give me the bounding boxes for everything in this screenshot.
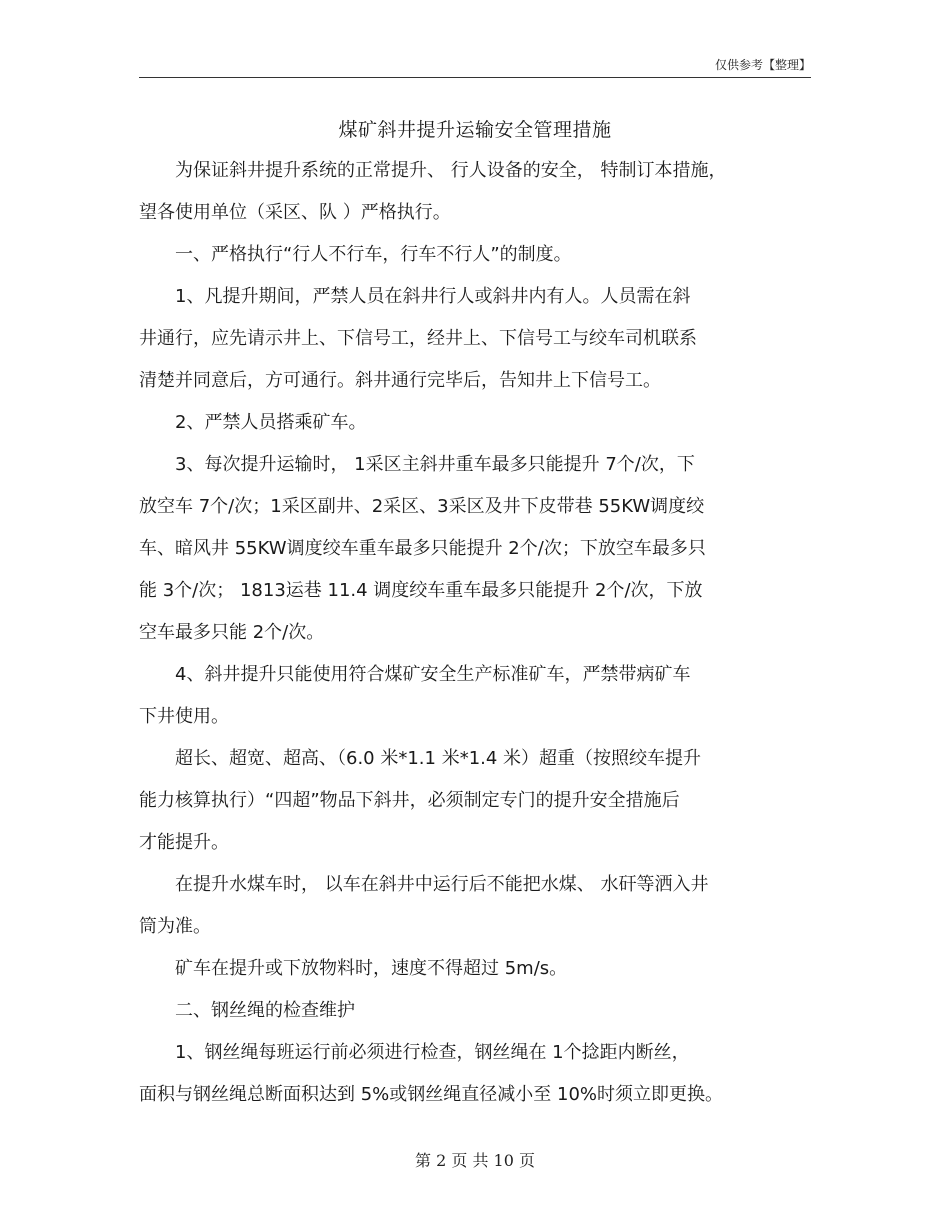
body-line: 空车最多只能 2个/次。 (139, 622, 325, 643)
body-line: 下井使用。 (139, 706, 229, 727)
body-line: 面积与钢丝绳总断面积达到 5%或钢丝绳直径减小至 10%时须立即更换。 (139, 1084, 724, 1105)
page-number: 第 2 页 共 10 页 (415, 1151, 535, 1170)
body-line: 1、凡提升期间，严禁人员在斜井行人或斜井内有人。人员需在斜 (175, 286, 691, 307)
body-line: 望各使用单位（采区、队 ）严格执行。 (139, 202, 451, 223)
body-text (139, 150, 811, 1116)
body-line: 4、斜井提升只能使用符合煤矿安全生产标准矿车，严禁带病矿车 (175, 664, 691, 685)
body-line: 超长、超宽、超高、（6.0 米*1.1 米*1.4 米）超重（按照绞车提升 (175, 748, 702, 769)
document-title: 煤矿斜井提升运输安全管理措施 (338, 119, 612, 141)
body-line: 二、钢丝绳的检查维护 (175, 1000, 355, 1021)
body-line: 筒为准。 (139, 916, 211, 937)
body-line: 一、严格执行“行人不行车，行车不行人”的制度。 (175, 244, 572, 265)
body-line: 2、严禁人员搭乘矿车。 (175, 412, 367, 433)
body-line: 能力核算执行）“四超”物品下斜井，必须制定专门的提升安全措施后 (139, 790, 680, 811)
header-note: 仅供参考【整理】 (714, 58, 811, 72)
body-line: 放空车 7个/次；1采区副井、2采区、3采区及井下皮带巷 55KW调度绞 (139, 496, 705, 517)
body-line: 3、每次提升运输时， 1采区主斜井重车最多只能提升 7个/次，下 (175, 454, 695, 475)
body-line: 才能提升。 (139, 832, 229, 853)
body-line: 能 3个/次； 1813运巷 11.4 调度绞车重车最多只能提升 2个/次，下放 (139, 580, 703, 601)
body-line: 清楚并同意后，方可通行。斜井通行完毕后，告知井上下信号工。 (139, 370, 661, 391)
header-divider (139, 77, 811, 78)
body-line: 在提升水煤车时， 以车在斜井中运行后不能把水煤、 水矸等洒入井 (175, 874, 709, 895)
body-line: 1、钢丝绳每班运行前必须进行检查，钢丝绳在 1个捻距内断丝， (175, 1042, 690, 1063)
body-line: 井通行，应先请示井上、下信号工，经井上、下信号工与绞车司机联系 (139, 328, 697, 349)
body-line: 车、暗风井 55KW调度绞车重车最多只能提升 2个/次；下放空车最多只 (139, 538, 706, 559)
body-line: 矿车在提升或下放物料时，速度不得超过 5m/s。 (175, 958, 568, 979)
body-line: 为保证斜井提升系统的正常提升、 行人设备的安全， 特制订本措施， (175, 160, 727, 181)
document-body (139, 110, 811, 1116)
